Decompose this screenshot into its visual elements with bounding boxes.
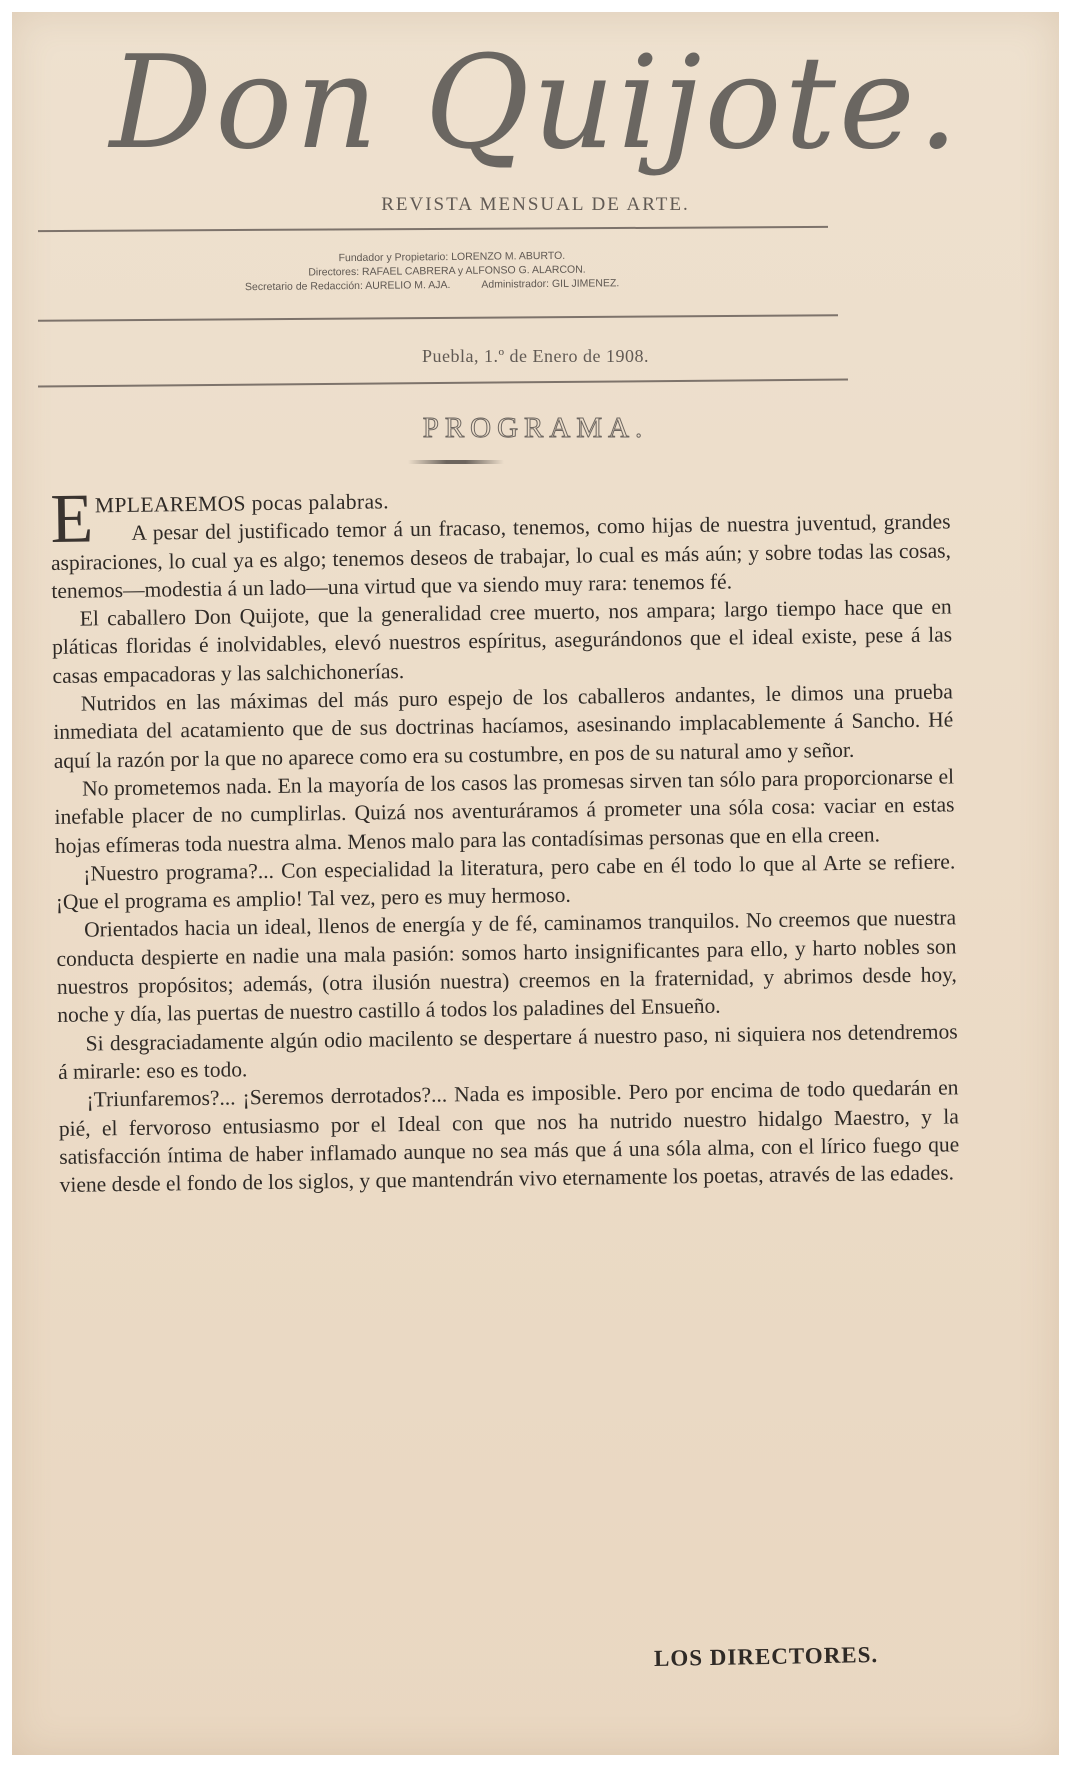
article-paragraph: A pesar del justificado temor á un fracaso, tenemos, como hijas de nuestra juventud, grandes aspiraciones, lo cual ya es algo; tenemos deseos de trabajar, lo cual es más aún; y sobre todas las cosas, tenemos—modestia á un lado—una virtud que va siendo muy rara: tenemos fé. — [50, 509, 952, 603]
administrator-credit: Administrador: GIL JIMENEZ. — [481, 277, 620, 291]
masthead-title: Don Quijote. — [109, 29, 962, 178]
secretary-credit: Secretario de Redacción: AURELIO M. AJA. — [244, 279, 451, 294]
article-heading: PROGRAMA. — [422, 412, 649, 444]
signature: LOS DIRECTORES. — [653, 1642, 879, 1671]
article-paragraph: ¡Nuestro programa?... Con especialidad la literatura, pero cabe en él todo lo que al Arte se refiere. ¡Que el programa es amplio! Tal vez, pero es muy hermoso. — [55, 849, 956, 915]
heading-ornament — [408, 460, 504, 464]
top-rule — [38, 226, 828, 232]
lead-line: MPLEAREMOS pocas palabras. — [94, 489, 390, 518]
article-paragraph: Orientados hacia un ideal, llenos de energía y de fé, caminamos tranquilos. No creemos que nuestra conducta despierte en nadie una mala pasión: somos harto insignificantes para ello, y harto nobles son nuestros propósitos; además, (otra ilusión nuestra) creemos en la fraternidad, y abrimos desde hoy, noche y día, las puertas de nuestro castillo á todos los paladines del Ensueño. — [56, 905, 957, 1028]
lower-rule — [38, 378, 848, 387]
dateline: Puebla, 1.º de Enero de 1908. — [421, 346, 650, 366]
article-paragraph: El caballero Don Quijote, que la generalidad cree muerto, nos ampara; largo tiempo hace que en pláticas floridas é inolvidables, elevó nuestros espíritus, asegurándonos que el ideal existe, pese á las casas empacadoras y las salchichonerías. — [52, 594, 953, 688]
middle-rule — [38, 314, 838, 322]
magazine-page — [12, 12, 1059, 1755]
article-paragraph: Nutridos en las máximas del más puro espejo de los caballeros andantes, le dimos una prueba inmediata del acatamiento que de sus doctrinas hacíamos, asesinando implacablemente á Sancho. Hé aquí la razón por la que no aparece como era su costumbre, en pos de su natural amo y señor. — [53, 679, 954, 773]
masthead-subtitle: REVISTA MENSUAL DE ARTE. — [381, 194, 690, 215]
directors-credit: Directores: RAFAEL CABRERA y ALFONSO G. ALARCON. — [308, 263, 586, 279]
founder-credit: Fundador y Propietario: LORENZO M. ABURTO. — [338, 249, 566, 265]
article-paragraph: No prometemos nada. En la mayoría de los casos las promesas sirven tan sólo para proporcionarse el inefable placer de no cumplirlas. Quizá nos aventuráramos á prometer una sóla cosa: vaciar en estas hojas efímeras toda nuestra alma. Menos malo para las contadísimas personas que en ella creen. — [54, 764, 955, 858]
article-body — [50, 479, 960, 1199]
article-paragraph: Si desgraciadamente algún odio macilento se despertare á nuestro paso, ni siquiera nos detendremos á mirarle: eso es todo. — [57, 1019, 958, 1084]
drop-cap: E — [49, 480, 94, 558]
staff-credits — [92, 246, 812, 296]
article-paragraph: ¡Triunfaremos?... ¡Seremos derrotados?... Nada es imposible. Pero por encima de todo quedarán en pié, el fervoroso entusiasmo por el Ideal con que nos ha nutrido nuestro hidalgo Maestro, y la satisfacción íntima de haber inflamado aunque no sea más que á una sóla alma, con el lírico fuego que viene desde el fondo de los siglos, y que mantendrán vivo eternamente los poetas, através de las edades. — [58, 1075, 960, 1198]
